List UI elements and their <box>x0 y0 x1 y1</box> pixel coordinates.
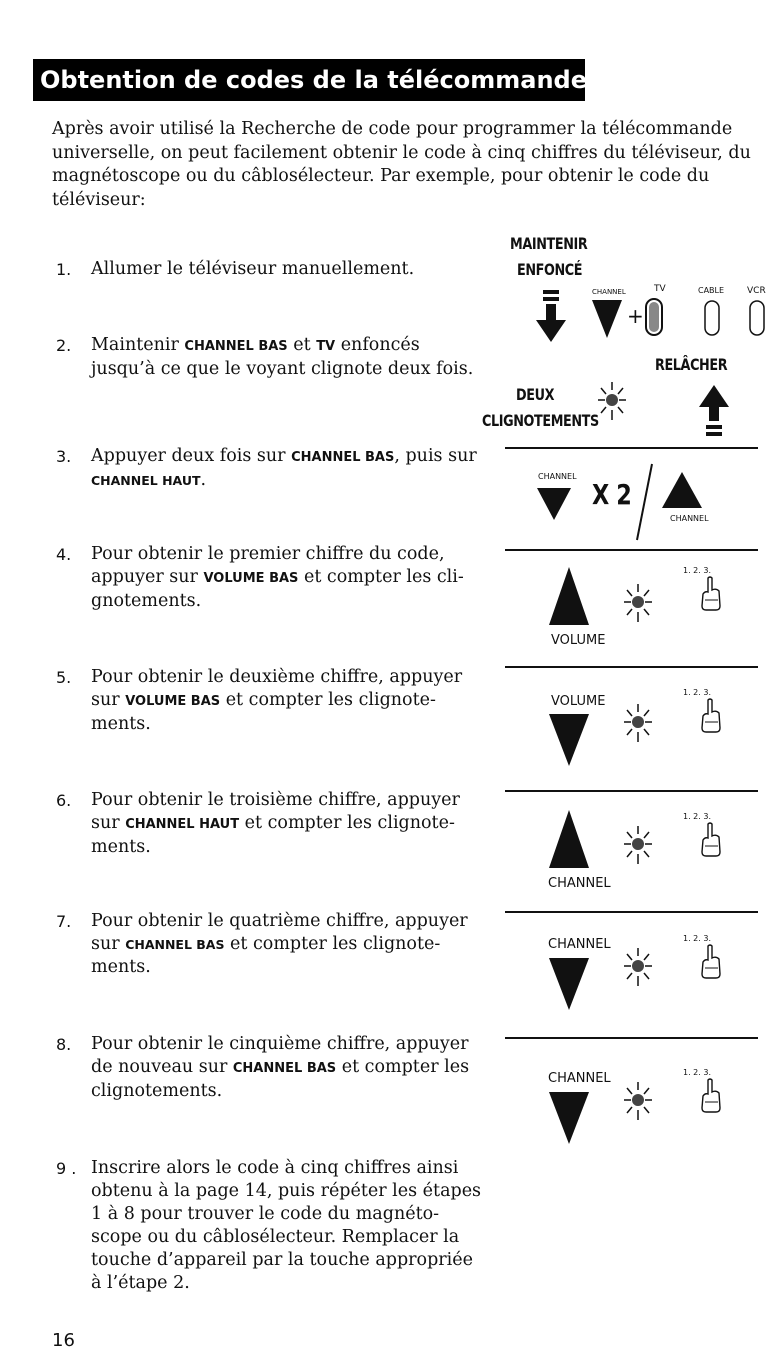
enfonce-label: ENFONCÉ <box>517 260 583 279</box>
step-7 <box>52 910 482 979</box>
volume-label: VOLUME <box>551 694 606 709</box>
channel-down-button-icon <box>591 298 623 340</box>
step-3 <box>52 445 482 492</box>
channel-down-button-icon <box>536 486 572 522</box>
cable-label: CABLE <box>698 286 725 295</box>
x2-label: X 2 <box>592 478 632 511</box>
count-label: 1. 2. 3. <box>683 812 711 821</box>
step-text: Pour obtenir le premier chiffre du code, appuyer sur VOLUME BAS et compter les clignotements. <box>91 544 464 611</box>
blinking-light-icon <box>622 1080 654 1126</box>
step-number: 9 . <box>56 1159 77 1178</box>
maintenir-label: MAINTENIR <box>510 234 588 253</box>
vcr-label: VCR <box>747 286 766 296</box>
channel-small-label: CHANNEL <box>592 288 626 296</box>
count-label: 1. 2. 3. <box>683 1068 711 1077</box>
page-title: Obtention de codes de la télécommande <box>33 59 585 101</box>
step-number: 5. <box>56 668 72 687</box>
step-4 <box>52 543 482 613</box>
tv-button-icon <box>644 296 664 338</box>
counting-hand-icon <box>700 1078 722 1114</box>
step-text: Pour obtenir le troisième chiffre, appuyer sur CHANNEL HAUT et compter les clignotements. <box>91 790 460 857</box>
intro-paragraph: Après avoir utilisé la Recherche de code pour programmer la télécommande universelle, on peut facilement obtenir le code à cinq chiffres du téléviseur, du magnétoscope ou du câblosélecteur. Par exemple, pour obtenir le code du téléviseur: <box>52 119 751 210</box>
counting-hand-icon <box>700 822 722 858</box>
step-number: 3. <box>56 447 72 466</box>
vcr-button-icon <box>748 298 766 340</box>
step-number: 7. <box>56 912 72 931</box>
count-label: 1. 2. 3. <box>683 566 711 575</box>
count-label: 1. 2. 3. <box>683 934 711 943</box>
step-number: 1. <box>56 260 72 279</box>
release-up-arrow-icon <box>697 383 731 441</box>
channel-label: CHANNEL <box>548 1071 611 1086</box>
tv-label: TV <box>654 284 666 294</box>
step-1 <box>52 258 482 281</box>
counting-hand-icon <box>700 698 722 734</box>
step-number: 4. <box>56 545 72 564</box>
step-9 <box>52 1157 482 1295</box>
count-label: 1. 2. 3. <box>683 688 711 697</box>
channel-down-button-icon <box>547 956 591 1012</box>
clignotements-label: CLIGNOTEMENTS <box>482 411 599 430</box>
step-5 <box>52 666 482 736</box>
channel-small-label: CHANNEL <box>670 514 709 523</box>
channel-up-button-icon <box>660 470 704 510</box>
volume-label: VOLUME <box>551 633 606 648</box>
channel-small-label: CHANNEL <box>538 472 577 481</box>
divider <box>505 1037 758 1039</box>
divider <box>505 911 758 913</box>
slash-separator <box>634 462 654 542</box>
step-number: 8. <box>56 1035 72 1054</box>
step-number: 6. <box>56 791 72 810</box>
blinking-light-icon <box>622 582 654 628</box>
relacher-label: RELÂCHER <box>655 355 728 374</box>
divider <box>505 790 758 792</box>
blinking-light-icon <box>622 946 654 992</box>
counting-hand-icon <box>700 576 722 612</box>
step-text: Pour obtenir le quatrième chiffre, appuyer sur CHANNEL BAS et compter les clignotements. <box>91 911 468 977</box>
divider <box>505 447 758 449</box>
step-text: Inscrire alors le code à cinq chiffres ainsi obtenu à la page 14, puis répéter les étapes 1 à 8 pour trouver le code du magnétoscope ou du câblosélecteur. Remplacer la touche d’appareil par la touche appropriée à l’étape 2. <box>91 1158 482 1293</box>
step-text: Allumer le téléviseur manuellement. <box>91 259 415 279</box>
channel-label: CHANNEL <box>548 937 611 952</box>
cable-button-icon <box>703 298 721 340</box>
hold-down-arrow-icon <box>534 288 568 344</box>
step-6 <box>52 789 482 859</box>
step-2 <box>52 334 482 381</box>
step-text: Appuyer deux fois sur CHANNEL BAS, puis sur CHANNEL HAUT. <box>91 446 477 490</box>
step-text: Maintenir CHANNEL BAS et TV enfoncés jusqu’à ce que le voyant clignote deux fois. <box>91 335 474 379</box>
divider <box>505 549 758 551</box>
plus-sign: + <box>627 304 644 328</box>
page-number: 16 <box>52 1330 75 1351</box>
step-number: 2. <box>56 336 72 355</box>
step-text: Pour obtenir le cinquième chiffre, appuyer de nouveau sur CHANNEL BAS et compter les clignotements. <box>91 1034 470 1101</box>
deux-label: DEUX <box>516 385 555 404</box>
channel-up-button-icon <box>547 808 591 870</box>
blinking-light-icon <box>622 824 654 870</box>
blinking-light-icon <box>622 702 654 748</box>
channel-label: CHANNEL <box>548 876 611 891</box>
volume-up-button-icon <box>547 565 591 627</box>
divider <box>505 666 758 668</box>
step-8 <box>52 1033 482 1103</box>
channel-down-button-icon <box>547 1090 591 1146</box>
volume-down-button-icon <box>547 712 591 768</box>
step-text: Pour obtenir le deuxième chiffre, appuyer sur VOLUME BAS et compter les clignotements. <box>91 667 463 734</box>
blinking-light-icon <box>596 380 628 432</box>
counting-hand-icon <box>700 944 722 980</box>
